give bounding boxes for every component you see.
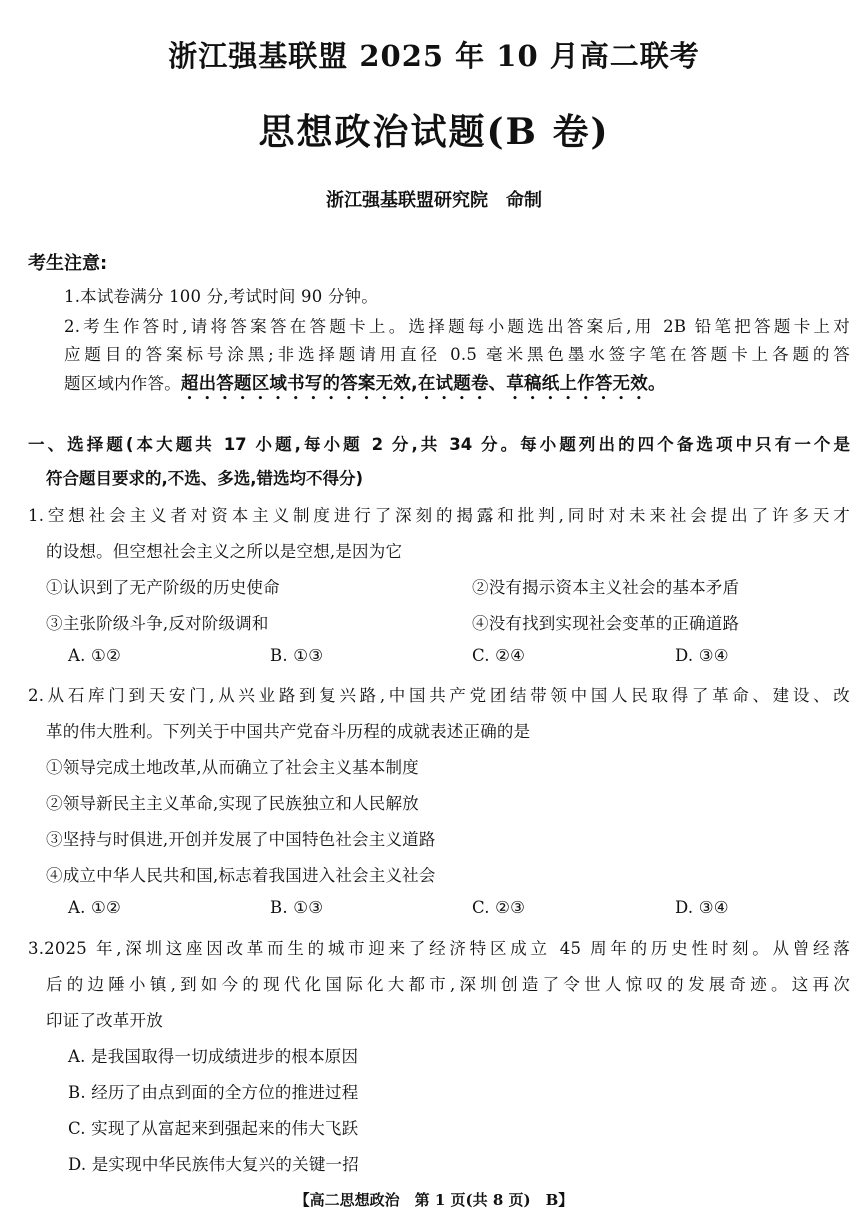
q1-option-2: ②没有揭示资本主义社会的基本矛盾: [472, 578, 740, 597]
q2-choice-a: A. ①②: [68, 898, 121, 917]
q2-stem-line-1: 2.从石库门到天安门,从兴业路到复兴路,中国共产党团结带领中国人民取得了革命、建设、改: [28, 686, 850, 705]
author-line: 浙江强基联盟研究院 命制: [326, 190, 542, 211]
q1-option-3: ③主张阶级斗争,反对阶级调和: [46, 614, 269, 633]
subject-title: 思想政治试题(B 卷): [258, 111, 610, 153]
exam-title: 浙江强基联盟 2025 年 10 月高二联考: [168, 39, 700, 73]
q1-choice-c: C. ②④: [472, 646, 526, 665]
q2-choice-b: B. ①③: [270, 898, 324, 917]
q3-stem-line-3: 印证了改革开放: [46, 1011, 163, 1030]
q2-choice-c: C. ②③: [472, 898, 526, 917]
notice-plain-text: 题区域内作答。: [64, 374, 181, 393]
q2-option-2: ②领导新民主主义革命,实现了民族独立和人民解放: [46, 794, 419, 813]
q3-choice-a: A. 是我国取得一切成绩进步的根本原因: [68, 1047, 359, 1066]
q3-choice-d: D. 是实现中华民族伟大复兴的关键一招: [68, 1155, 359, 1174]
q3-stem-line-1: 3.2025 年,深圳这座因改革而生的城市迎来了经济特区成立 45 周年的历史性时刻。从曾经落: [28, 939, 850, 958]
q2-option-3: ③坚持与时俱进,开创并发展了中国特色社会主义道路: [46, 830, 436, 849]
q1-option-1: ①认识到了无产阶级的历史使命: [46, 578, 280, 597]
q2-choice-d: D. ③④: [675, 898, 729, 917]
q3-stem-line-2: 后的边陲小镇,到如今的现代化国际化大都市,深圳创造了令世人惊叹的发展奇迹。这再次: [46, 975, 850, 994]
notice-item-2-line-2: 应题目的答案标号涂黑;非选择题请用直径 0.5 毫米黑色墨水签字笔在答题卡上各题的答: [64, 345, 850, 364]
section-heading-line-2: 符合题目要求的,不选、多选,错选均不得分): [46, 469, 364, 488]
q1-stem-line-1: 1.空想社会主义者对资本主义制度进行了深刻的揭露和批判,同时对未来社会提出了许多天才: [28, 506, 850, 525]
page-footer: 【高二思想政治 第 1 页(共 8 页) B】: [294, 1191, 574, 1209]
section-heading-line-1: 一、选择题(本大题共 17 小题,每小题 2 分,共 34 分。每小题列出的四个备选项中只有一个是: [28, 435, 850, 454]
notice-item-2-line-3: [64, 370, 666, 404]
notice-item-2-line-1: 2.考生作答时,请将答案答在答题卡上。选择题每小题选出答案后,用 2B 铅笔把答题卡上对: [64, 317, 850, 336]
notice-title: 考生注意:: [28, 253, 108, 274]
q1-choice-d: D. ③④: [675, 646, 729, 665]
q1-option-4: ④没有找到实现社会变革的正确道路: [472, 614, 740, 633]
q1-choice-a: A. ①②: [68, 646, 121, 665]
q2-option-1: ①领导完成土地改革,从而确立了社会主义基本制度: [46, 758, 419, 777]
q1-choice-b: B. ①③: [270, 646, 324, 665]
q2-stem-line-2: 革的伟大胜利。下列关于中国共产党奋斗历程的成就表述正确的是: [46, 722, 531, 741]
notice-emphasis-text: 超出答题区域书写的答案无效,在试题卷、草稿纸上作答无效。: [180, 374, 666, 394]
q3-choice-b: B. 经历了由点到面的全方位的推进过程: [68, 1083, 359, 1102]
q2-option-4: ④成立中华人民共和国,标志着我国进入社会主义社会: [46, 866, 436, 885]
q3-choice-c: C. 实现了从富起来到强起来的伟大飞跃: [68, 1119, 359, 1138]
notice-item-1: 1.本试卷满分 100 分,考试时间 90 分钟。: [64, 287, 378, 306]
q1-stem-line-2: 的设想。但空想社会主义之所以是空想,是因为它: [46, 542, 403, 561]
